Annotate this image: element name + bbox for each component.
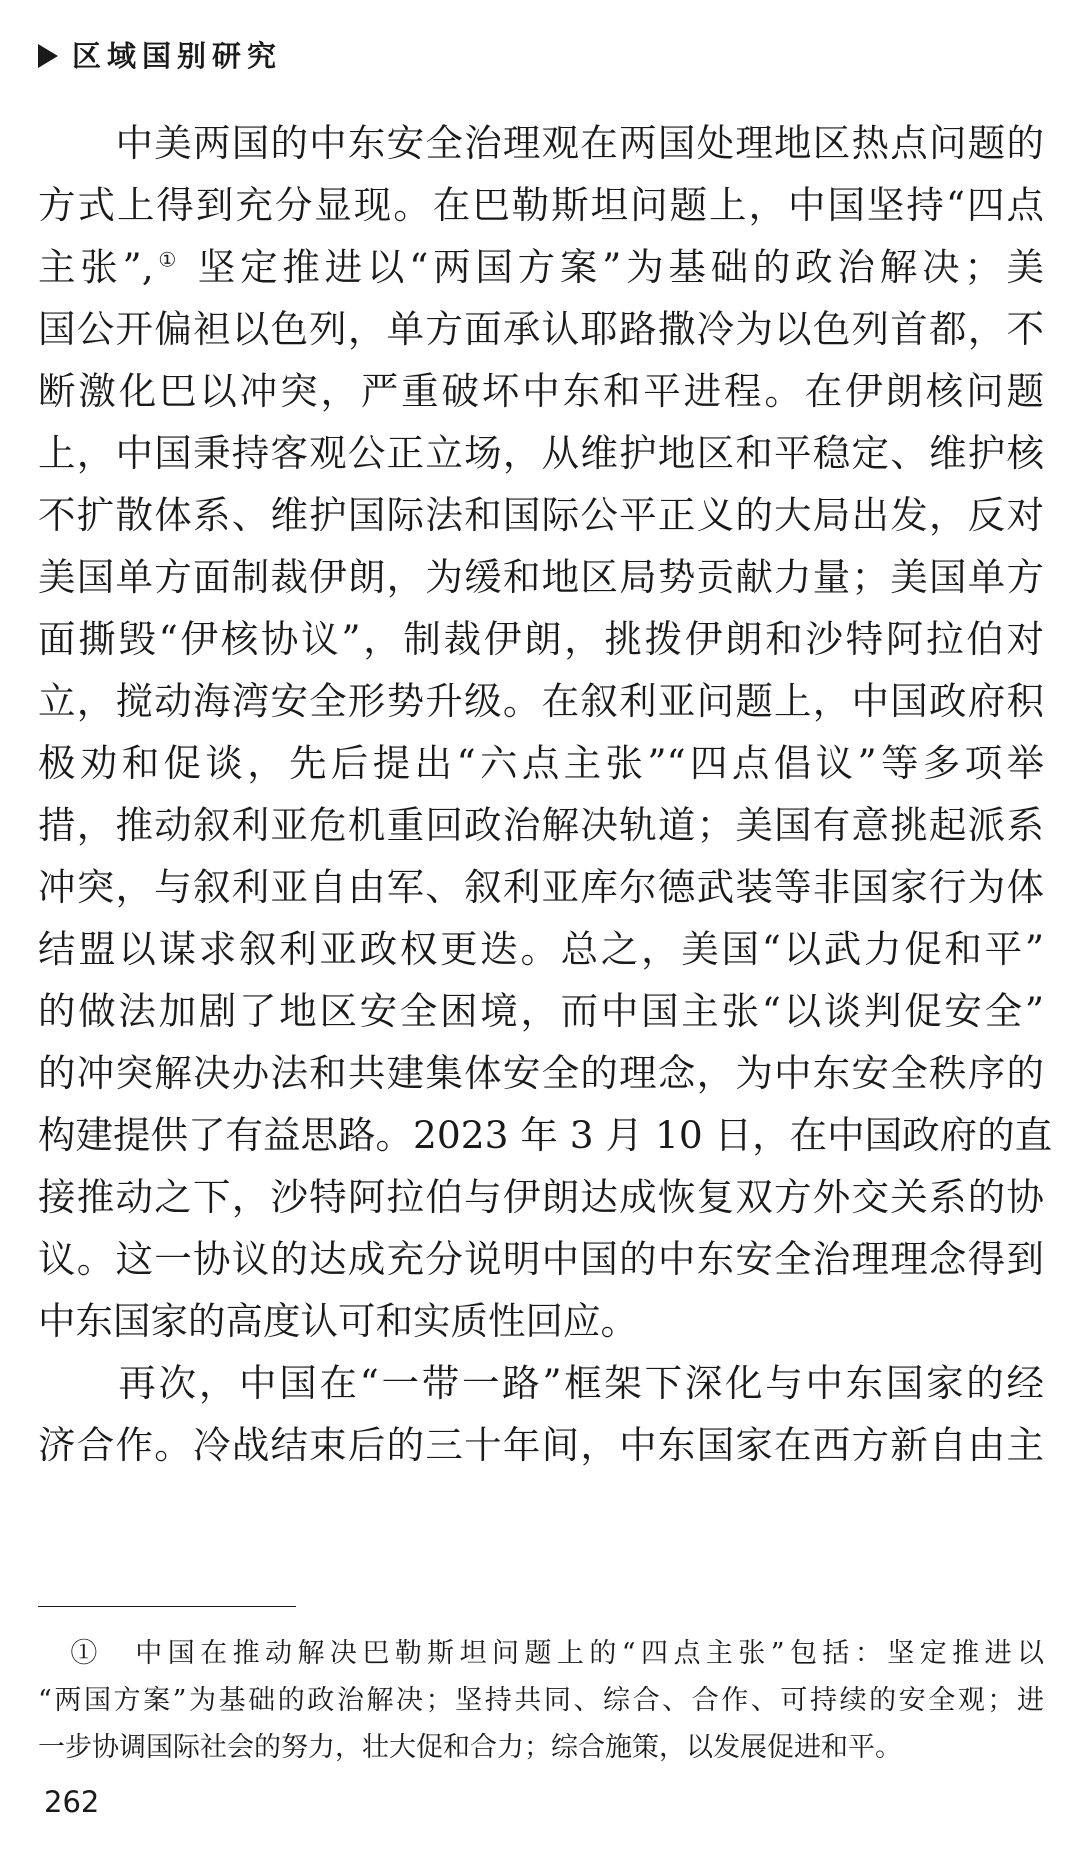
body-line: 极劝和促谈，先后提出“六点主张”“四点倡议”等多项举 [38, 741, 1044, 785]
footnote-reference[interactable]: ① [153, 247, 182, 272]
body-line: 不扩散体系、维护国际法和国际公平正义的大局出发，反对 [38, 493, 1044, 537]
body-line: 上，中国秉持客观公正立场，从维护地区和平稳定、维护核 [38, 431, 1044, 475]
triangle-bullet-icon [38, 44, 58, 68]
body-line-segment: 主张”, [38, 245, 154, 289]
body-line: 面撕毁“伊核协议”，制裁伊朗，挑拨伊朗和沙特阿拉伯对 [38, 617, 1044, 661]
body-line: 构建提供了有益思路。2023 年 3 月 10 日，在中国政府的直 [38, 1113, 1053, 1157]
section-title: 区域国别研究 [72, 39, 283, 73]
body-line: 的冲突解决办法和共建集体安全的理念，为中东安全秩序的 [38, 1051, 1044, 1095]
body-line: 方式上得到充分显现。在巴勒斯坦问题上，中国坚持“四点 [38, 183, 1044, 227]
body-line: 国公开偏袒以色列，单方面承认耶路撒冷为以色列首都，不 [38, 307, 1044, 351]
body-line: 再次，中国在“一带一路”框架下深化与中东国家的经 [38, 1361, 1044, 1405]
footnote-divider [38, 1606, 296, 1607]
body-line: 中东国家的高度认可和实质性回应。 [38, 1299, 638, 1343]
body-line: 美国单方面制裁伊朗，为缓和地区局势贡献力量；美国单方 [38, 555, 1044, 599]
running-header [38, 30, 282, 82]
body-line-segment: 坚定推进以“两国方案”为基础的政治解决；美 [181, 245, 1045, 289]
page-number: 262 [44, 1785, 100, 1819]
footnote-line: 一步协调国际社会的努力，壮大促和合力；综合施策，以发展促进和平。 [38, 1732, 902, 1763]
body-line: 冲突，与叙利亚自由军、叙利亚库尔德武装等非国家行为体 [38, 865, 1044, 909]
body-line: 的做法加剧了地区安全困境，而中国主张“以谈判促安全” [38, 989, 1044, 1033]
body-line: 议。这一协议的达成充分说明中国的中东安全治理理念得到 [38, 1237, 1044, 1281]
body-line: 结盟以谋求叙利亚政权更迭。总之，美国“以武力促和平” [38, 927, 1044, 971]
body-line: 济合作。冷战结束后的三十年间，中东国家在西方新自由主 [38, 1423, 1044, 1467]
footnote-line: ① 中国在推动解决巴勒斯坦问题上的“四点主张”包括：坚定推进以 [38, 1638, 1044, 1669]
body-line-with-footnote [38, 236, 1044, 298]
body-line: 接推动之下，沙特阿拉伯与伊朗达成恢复双方外交关系的协 [38, 1175, 1044, 1219]
body-line: 措，推动叙利亚危机重回政治解决轨道；美国有意挑起派系 [38, 803, 1044, 847]
footnote-line: “两国方案”为基础的政治解决；坚持共同、综合、合作、可持续的安全观；进 [38, 1685, 1044, 1716]
footnotes [38, 1630, 1044, 1771]
body-text [38, 112, 1053, 1476]
body-line: 断激化巴以冲突，严重破坏中东和平进程。在伊朗核问题 [38, 369, 1044, 413]
body-line: 中美两国的中东安全治理观在两国处理地区热点问题的 [38, 121, 1044, 165]
body-line: 立，搅动海湾安全形势升级。在叙利亚问题上，中国政府积 [38, 679, 1044, 723]
